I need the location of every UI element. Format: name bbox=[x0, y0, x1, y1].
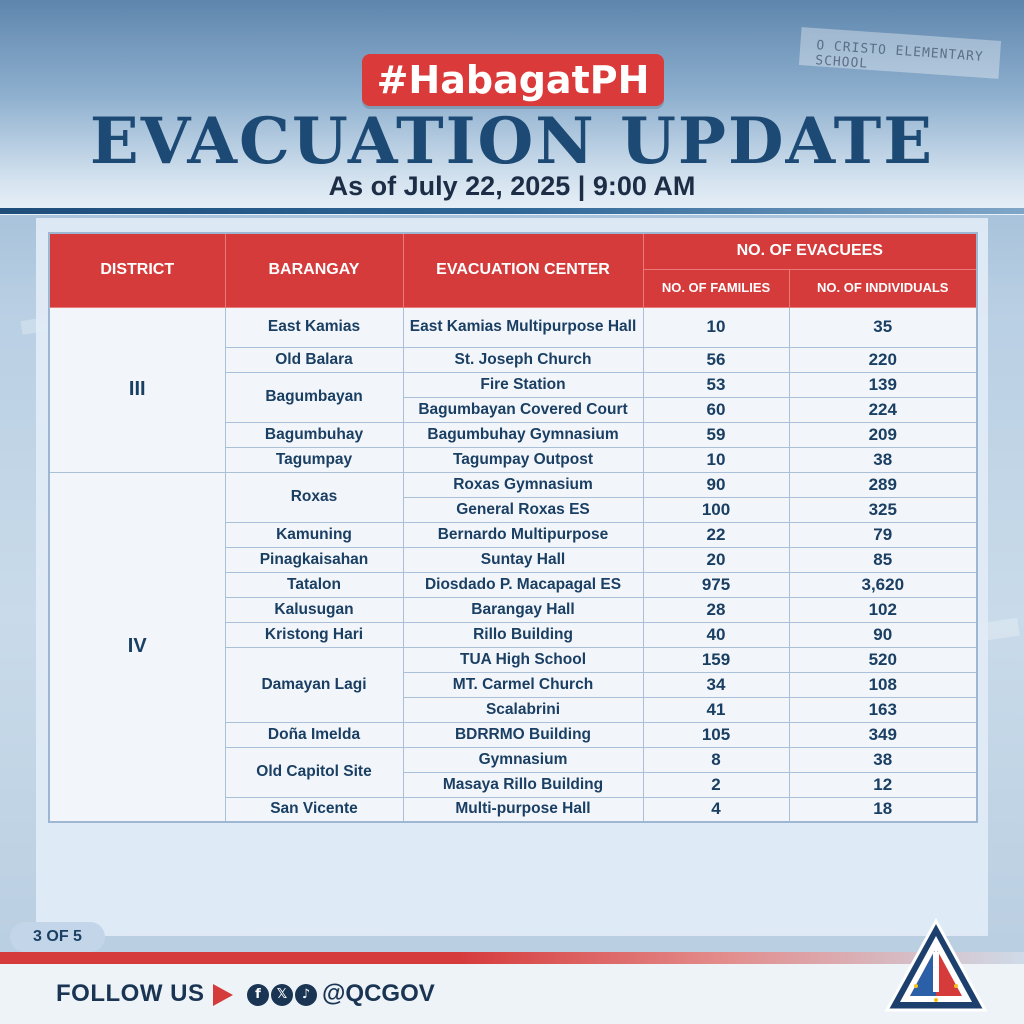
center-cell: MT. Carmel Church bbox=[403, 672, 643, 697]
families-cell: 4 bbox=[643, 797, 789, 822]
hashtag-badge: #HabagatPH bbox=[362, 54, 664, 106]
follow-us-label: FOLLOW US bbox=[56, 980, 205, 1007]
individuals-cell: 90 bbox=[789, 622, 977, 647]
individuals-cell: 209 bbox=[789, 422, 977, 447]
center-cell: Gymnasium bbox=[403, 747, 643, 772]
social-handle[interactable]: @QCGOV bbox=[322, 980, 435, 1007]
families-cell: 28 bbox=[643, 597, 789, 622]
barangay-cell: Old Balara bbox=[225, 347, 403, 372]
individuals-cell: 220 bbox=[789, 347, 977, 372]
families-cell: 10 bbox=[643, 447, 789, 472]
header-individuals: NO. OF INDIVIDUALS bbox=[789, 269, 977, 307]
center-cell: Tagumpay Outpost bbox=[403, 447, 643, 472]
page-indicator: 3 OF 5 bbox=[10, 922, 105, 952]
individuals-cell: 325 bbox=[789, 497, 977, 522]
individuals-cell: 102 bbox=[789, 597, 977, 622]
individuals-cell: 85 bbox=[789, 547, 977, 572]
families-cell: 59 bbox=[643, 422, 789, 447]
families-cell: 41 bbox=[643, 697, 789, 722]
barangay-cell: San Vicente bbox=[225, 797, 403, 822]
individuals-cell: 3,620 bbox=[789, 572, 977, 597]
header-families: NO. OF FAMILIES bbox=[643, 269, 789, 307]
center-cell: East Kamias Multipurpose Hall bbox=[403, 307, 643, 347]
district-cell: III bbox=[49, 307, 225, 472]
individuals-cell: 163 bbox=[789, 697, 977, 722]
barangay-cell: Kristong Hari bbox=[225, 622, 403, 647]
x-icon[interactable]: 𝕏 bbox=[271, 984, 293, 1006]
center-cell: Rillo Building bbox=[403, 622, 643, 647]
center-cell: Fire Station bbox=[403, 372, 643, 397]
families-cell: 10 bbox=[643, 307, 789, 347]
barangay-cell: Kamuning bbox=[225, 522, 403, 547]
families-cell: 53 bbox=[643, 372, 789, 397]
families-cell: 22 bbox=[643, 522, 789, 547]
page-subtitle: As of July 22, 2025 | 9:00 AM bbox=[328, 171, 696, 201]
center-cell: Roxas Gymnasium bbox=[403, 472, 643, 497]
individuals-cell: 520 bbox=[789, 647, 977, 672]
district-cell: IV bbox=[49, 472, 225, 822]
families-cell: 60 bbox=[643, 397, 789, 422]
families-cell: 100 bbox=[643, 497, 789, 522]
individuals-cell: 12 bbox=[789, 772, 977, 797]
individuals-cell: 35 bbox=[789, 307, 977, 347]
barangay-cell: Doña Imelda bbox=[225, 722, 403, 747]
barangay-cell: Tatalon bbox=[225, 572, 403, 597]
tiktok-icon[interactable]: ♪ bbox=[295, 984, 317, 1006]
families-cell: 40 bbox=[643, 622, 789, 647]
header-evacuation-center: EVACUATION CENTER bbox=[403, 233, 643, 307]
center-cell: BDRRMO Building bbox=[403, 722, 643, 747]
header-divider bbox=[0, 208, 1024, 214]
header-evacuees: NO. OF EVACUEES bbox=[643, 233, 977, 269]
barangay-cell: Pinagkaisahan bbox=[225, 547, 403, 572]
center-cell: TUA High School bbox=[403, 647, 643, 672]
center-cell: Multi-purpose Hall bbox=[403, 797, 643, 822]
barangay-cell: Bagumbuhay bbox=[225, 422, 403, 447]
quezon-city-seal-logo bbox=[884, 918, 988, 1014]
evacuation-table bbox=[48, 232, 978, 823]
individuals-cell: 38 bbox=[789, 447, 977, 472]
individuals-cell: 349 bbox=[789, 722, 977, 747]
center-cell: Barangay Hall bbox=[403, 597, 643, 622]
footer-accent-bar bbox=[0, 952, 1024, 964]
barangay-cell: Tagumpay bbox=[225, 447, 403, 472]
facebook-icon[interactable]: f bbox=[247, 984, 269, 1006]
individuals-cell: 289 bbox=[789, 472, 977, 497]
families-cell: 20 bbox=[643, 547, 789, 572]
individuals-cell: 38 bbox=[789, 747, 977, 772]
families-cell: 975 bbox=[643, 572, 789, 597]
center-cell: Bagumbuhay Gymnasium bbox=[403, 422, 643, 447]
center-cell: General Roxas ES bbox=[403, 497, 643, 522]
barangay-cell: Bagumbayan bbox=[225, 372, 403, 422]
header-barangay: BARANGAY bbox=[225, 233, 403, 307]
center-cell: St. Joseph Church bbox=[403, 347, 643, 372]
center-cell: Masaya Rillo Building bbox=[403, 772, 643, 797]
individuals-cell: 139 bbox=[789, 372, 977, 397]
background-school-sign: O CRISTO ELEMENTARY SCHOOL bbox=[799, 27, 1001, 79]
individuals-cell: 108 bbox=[789, 672, 977, 697]
barangay-cell: East Kamias bbox=[225, 307, 403, 347]
families-cell: 159 bbox=[643, 647, 789, 672]
barangay-cell: Damayan Lagi bbox=[225, 647, 403, 722]
table-row bbox=[49, 472, 977, 497]
play-arrow-icon bbox=[213, 984, 233, 1006]
center-cell: Suntay Hall bbox=[403, 547, 643, 572]
center-cell: Bagumbayan Covered Court bbox=[403, 397, 643, 422]
barangay-cell: Roxas bbox=[225, 472, 403, 522]
page-title: EVACUATION UPDATE bbox=[89, 104, 935, 179]
individuals-cell: 18 bbox=[789, 797, 977, 822]
families-cell: 2 bbox=[643, 772, 789, 797]
families-cell: 8 bbox=[643, 747, 789, 772]
center-cell: Scalabrini bbox=[403, 697, 643, 722]
families-cell: 34 bbox=[643, 672, 789, 697]
families-cell: 90 bbox=[643, 472, 789, 497]
families-cell: 56 bbox=[643, 347, 789, 372]
header-district: DISTRICT bbox=[49, 233, 225, 307]
individuals-cell: 79 bbox=[789, 522, 977, 547]
center-cell: Bernardo Multipurpose bbox=[403, 522, 643, 547]
barangay-cell: Kalusugan bbox=[225, 597, 403, 622]
individuals-cell: 224 bbox=[789, 397, 977, 422]
barangay-cell: Old Capitol Site bbox=[225, 747, 403, 797]
center-cell: Diosdado P. Macapagal ES bbox=[403, 572, 643, 597]
table-row bbox=[49, 307, 977, 347]
families-cell: 105 bbox=[643, 722, 789, 747]
